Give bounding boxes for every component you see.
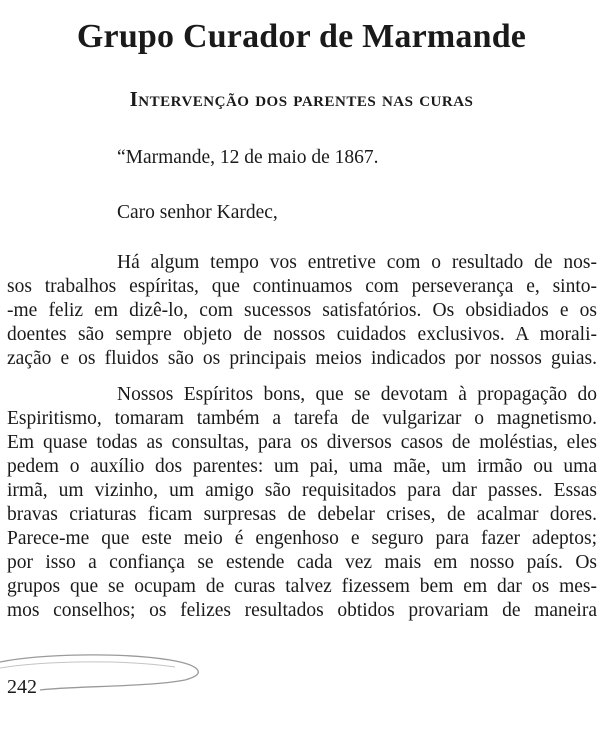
letter-salutation: Caro senhor Kardec, <box>117 202 278 223</box>
paragraph2-line: grupos que se ocupam de curas talvez fizessem bem em dar os mes- <box>7 576 597 597</box>
paragraph2-line: bravas criaturas ficam surpresas de debelar crises, de acalmar dores. <box>7 504 597 525</box>
paragraph1-line: Há algum tempo vos entretive com o resultado de nos- <box>117 252 597 273</box>
paragraph1-line: zação e os fluidos são os principais meios indicados por nossos guias. <box>7 348 597 369</box>
paragraph2-line: Parece-me que este meio é engenhoso e seguro para fazer adeptos; <box>7 528 597 549</box>
paragraph1-line: sos trabalhos espíritas, que continuamos com perseverança e, sinto- <box>7 276 597 297</box>
paragraph2-line: Espiritismo, tomaram também a tarefa de vulgarizar o magnetismo. <box>7 408 597 429</box>
paragraph1-line: -me feliz em dizê-lo, com sucessos satisfatórios. Os obsidiados e os <box>7 300 597 321</box>
paragraph2-line: Em quase todas as consultas, para os diversos casos de moléstias, eles <box>7 432 597 453</box>
paragraph2-line: irmã, um vizinho, um amigo são requisitados para dar passes. Essas <box>7 480 597 501</box>
page-number: 242 <box>7 676 37 698</box>
page-title: Grupo Curador de Marmande <box>76 18 527 55</box>
paragraph2-line: Nossos Espíritos bons, que se devotam à propagação do <box>117 384 597 405</box>
letter-dateline: “Marmande, 12 de maio de 1867. <box>117 147 379 168</box>
paragraph2-line: pedem o auxílio dos parentes: um pai, uma mãe, um irmão ou uma <box>7 456 597 477</box>
paragraph2-line: por isso a confiança se estende cada vez mais em nosso país. Os <box>7 552 597 573</box>
paragraph1-line: doentes são sempre objeto de nossos cuidados exclusivos. A morali- <box>7 324 597 345</box>
paragraph2-line: mos conselhos; os felizes resultados obtidos provariam de maneira <box>7 600 597 621</box>
section-subtitle: Intervenção dos parentes nas curas <box>129 87 474 111</box>
